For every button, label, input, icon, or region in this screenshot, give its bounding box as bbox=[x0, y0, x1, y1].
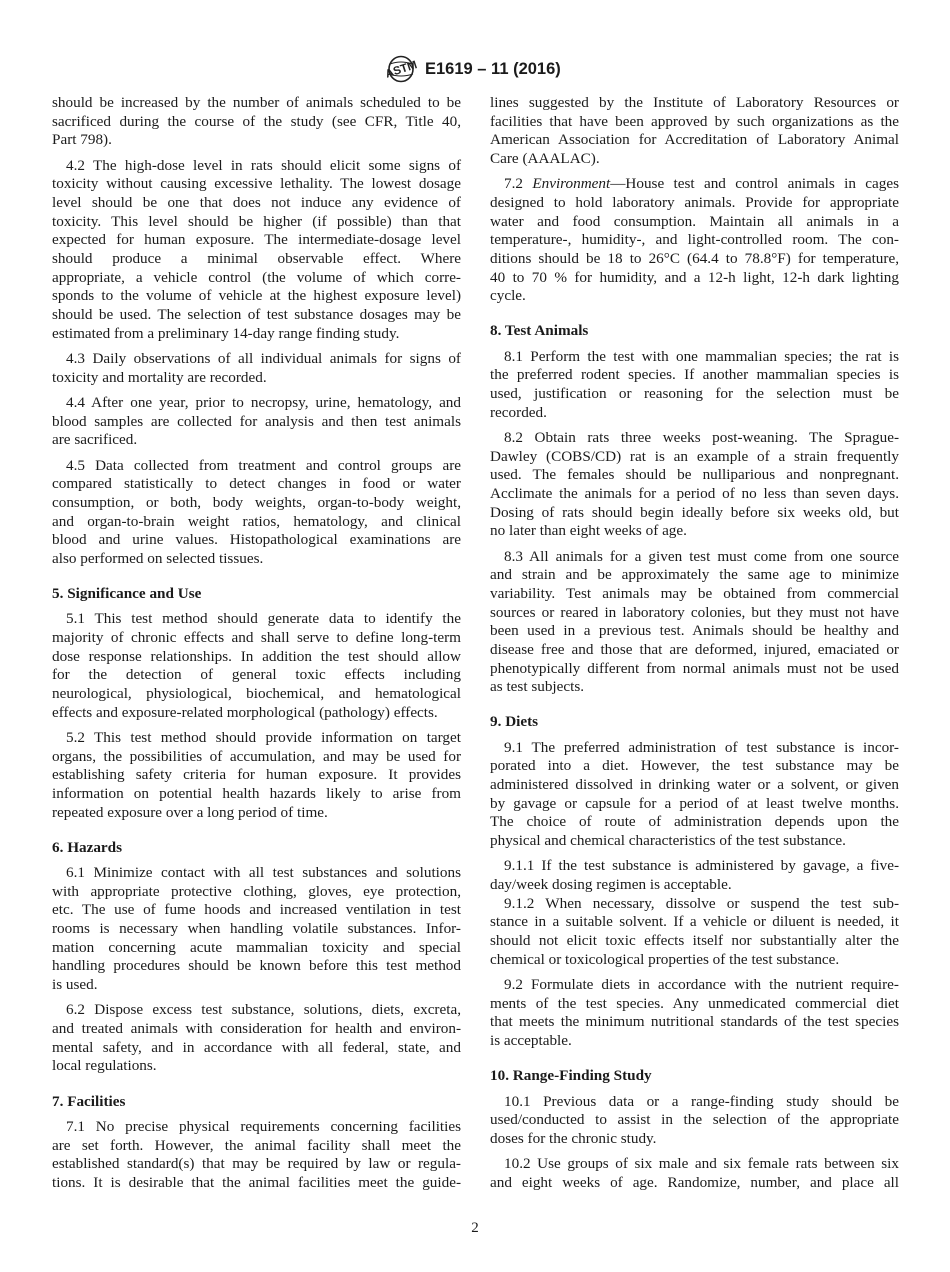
section-10-2 bbox=[490, 1155, 899, 1192]
svg-text:ASTM: ASTM bbox=[383, 59, 419, 81]
page-header bbox=[0, 55, 950, 83]
text-line: should be used. The selection of test substance dosages may be bbox=[52, 305, 461, 323]
text-line: sacrificed during the course of the study (see CFR, Title 40, bbox=[52, 112, 461, 130]
text-line: recorded. bbox=[490, 403, 547, 421]
section-5-heading: 5. Significance and Use bbox=[52, 585, 202, 602]
left-column bbox=[52, 94, 461, 1192]
text-line: and eight weeks of age. Randomize, number, and place all bbox=[490, 1173, 899, 1191]
section-4-4 bbox=[52, 394, 461, 450]
text-line: by gavage or capsule for a period of at least twelve months. bbox=[490, 794, 899, 812]
text-line: no later than eight weeks of age. bbox=[490, 522, 687, 540]
section-9-2 bbox=[490, 976, 899, 1051]
text-line: estimated from a preliminary 14-day range finding study. bbox=[52, 324, 400, 342]
text-line: facilities that have been approved by such organizations as the bbox=[490, 112, 899, 130]
text-line: 9.1.2 When necessary, dissolve or suspend the test sub- bbox=[504, 894, 899, 912]
text-line: been used in a previous test. Animals should be healthy and bbox=[490, 622, 899, 640]
text-line: 9.2 Formulate diets in accordance with the nutrient require- bbox=[504, 976, 899, 994]
section-7-1 bbox=[52, 1118, 461, 1193]
text-line: mental safety, and in accordance with all federal, state, and bbox=[52, 1038, 461, 1056]
text-line: ditions should be 18 to 26°C (64.4 to 78.8°F) for temperature, bbox=[490, 249, 899, 267]
text-line: 4.3 Daily observations of all individual animals for signs of bbox=[66, 349, 461, 367]
section-8-heading: 8. Test Animals bbox=[490, 322, 589, 340]
text-line: are sacrificed. bbox=[52, 431, 138, 449]
section-7-heading: 7. Facilities bbox=[52, 1092, 126, 1110]
text-line: 7.1 No precise physical requirements concerning facilities bbox=[66, 1117, 461, 1135]
text-line: local regulations. bbox=[52, 1057, 157, 1075]
text-run: —House test and control animals in cages bbox=[610, 175, 900, 193]
text-line: toxicity. This level should be higher (if possible) than that bbox=[52, 212, 461, 230]
text-line: level should be one that does not induce any evidence of bbox=[52, 193, 461, 211]
text-line: doses for the chronic study. bbox=[490, 1129, 657, 1147]
section-9-1 bbox=[490, 739, 899, 851]
text-line: sponds to the volume of vehicle at the highest exposure level) bbox=[52, 287, 461, 305]
text-line: Part 798). bbox=[52, 131, 112, 149]
text-line: appropriate, a vehicle control (the volume of which corre- bbox=[52, 268, 461, 286]
text-line: mation concerning acute mammalian toxicity and special bbox=[52, 938, 461, 956]
text-line: consumption, or both, body weights, organ-to-body weight, bbox=[52, 493, 461, 511]
text-line: 5.1 This test method should generate data to identify the bbox=[66, 610, 461, 628]
text-line: and treated animals with consideration for health and environ- bbox=[52, 1020, 461, 1038]
text-line: organs, the possibilities of accumulation, and may be used for bbox=[52, 747, 461, 765]
text-line: should produce a minimal observable effect. Where bbox=[52, 249, 461, 267]
page-number: 2 bbox=[471, 1220, 479, 1236]
section-8-3 bbox=[490, 548, 899, 697]
text-line: disease free and those that are deformed, injured, emaciated or bbox=[490, 640, 899, 658]
section-5-2 bbox=[52, 729, 461, 822]
text-line: Dosing of rats should begin ideally before six weeks old, but bbox=[490, 503, 899, 521]
text-line: etc. The use of fume hoods and increased ventilation in test bbox=[52, 901, 461, 919]
section-9-heading: 9. Diets bbox=[490, 713, 539, 731]
section-4-1-continued bbox=[52, 94, 461, 150]
text-line: designed to hold laboratory animals. Provide for appropriate bbox=[490, 193, 899, 211]
text-line: ments of the test species. Any unmedicated commercial diet bbox=[490, 994, 899, 1012]
text-line: and organ-to-brain weight ratios, hematology, and clinical bbox=[52, 512, 461, 530]
text-line: sources or reared in laboratory colonies, but they must not have bbox=[490, 603, 899, 621]
text-line: 10.2 Use groups of six male and six female rats between six bbox=[504, 1155, 899, 1173]
text-line: 40 to 70 % for humidity, and a 12-h light, 12-h dark lighting bbox=[490, 268, 899, 286]
text-line: administered dissolved in drinking water or a solvent, or given bbox=[490, 776, 899, 794]
text-line: blood and urine values. Histopathological examinations are bbox=[52, 531, 461, 549]
section-7-1-continued bbox=[490, 94, 899, 169]
text-line: neurological, physiological, biochemical, and hematological bbox=[52, 684, 461, 702]
text-line: also performed on selected tissues. bbox=[52, 549, 264, 567]
text-line: for the detection of general toxic effects including bbox=[52, 666, 461, 684]
text-line: used/conducted to assist in the selection of the appropriate bbox=[490, 1111, 899, 1129]
section-6-heading: 6. Hazards bbox=[52, 838, 123, 856]
section-term: Environment bbox=[532, 175, 611, 193]
text-line: blood samples are collected for analysis and then test animals bbox=[52, 412, 461, 430]
section-8-1 bbox=[490, 348, 899, 423]
text-line: stance in a suitable solvent. If a vehicle or diluent is needed, it bbox=[490, 913, 899, 931]
text-line: is used. bbox=[52, 976, 98, 994]
text-line: porated into a diet. However, the test substance may be bbox=[490, 757, 899, 775]
text-line: information on potential health hazards likely to arise from bbox=[52, 784, 461, 802]
section-10-heading: 10. Range-Finding Study bbox=[490, 1067, 652, 1085]
section-4-3 bbox=[52, 350, 461, 387]
section-5-1 bbox=[52, 610, 461, 722]
text-line: effects and exposure-related morphological (pathology) effects. bbox=[52, 703, 438, 721]
section-4-5 bbox=[52, 457, 461, 569]
text-line: variability. Test animals may be obtained from commercial bbox=[490, 585, 899, 602]
text-line: are set forth. However, the animal facility shall meet the bbox=[52, 1136, 461, 1154]
text-line: lines suggested by the Institute of Laboratory Resources or bbox=[490, 94, 899, 111]
section-7-2 bbox=[490, 175, 899, 306]
text-line: toxicity without causing excessive lethality. The lowest dosage bbox=[52, 175, 461, 193]
section-9-1-1 bbox=[490, 857, 899, 894]
text-line: 8.3 All animals for a given test must come from one source bbox=[504, 547, 899, 565]
text-line: 6.1 Minimize contact with all test substances and solutions bbox=[66, 864, 461, 882]
text-line: 9.1 The preferred administration of test substance is incor- bbox=[504, 738, 899, 756]
text-line: water and food consumption. Maintain all animals in a bbox=[490, 212, 899, 230]
text-line: cycle. bbox=[490, 287, 526, 305]
text-line: 8.2 Obtain rats three weeks post-weaning. The Sprague- bbox=[504, 429, 899, 447]
text-line bbox=[490, 175, 899, 194]
section-6-1 bbox=[52, 864, 461, 995]
text-line: is acceptable. bbox=[490, 1032, 572, 1049]
document-designation: E1619 – 11 (2016) bbox=[425, 60, 561, 78]
text-line: phenotypically different from normal animals must not be used bbox=[490, 659, 899, 677]
text-line: compared statistically to detect changes in food or water bbox=[52, 475, 461, 493]
text-line: tions. It is desirable that the animal facilities meet the guide- bbox=[52, 1173, 461, 1191]
text-line: with appropriate protective clothing, gloves, eye protection, bbox=[52, 882, 461, 900]
text-line: 4.2 The high-dose level in rats should elicit some signs of bbox=[66, 156, 461, 174]
text-line: 10.1 Previous data or a range-finding study should be bbox=[504, 1092, 899, 1110]
text-line: Acclimate the animals for a period of no less than seven days. bbox=[490, 485, 899, 503]
text-line: 4.5 Data collected from treatment and control groups are bbox=[66, 456, 461, 474]
astm-logo bbox=[381, 55, 421, 83]
text-line: physical and chemical characteristics of the test substance. bbox=[490, 832, 846, 850]
text-line: establishing safety criteria for human exposure. It provides bbox=[52, 766, 461, 784]
text-line: rooms is necessary when handling volatile substances. Infor- bbox=[52, 920, 461, 938]
text-line: should not elicit toxic effects itself nor substantially alter the bbox=[490, 932, 899, 950]
right-column bbox=[490, 94, 899, 1192]
text-line: 8.1 Perform the test with one mammalian species; the rat is bbox=[504, 347, 899, 365]
section-10-1 bbox=[490, 1093, 899, 1149]
section-8-2 bbox=[490, 429, 899, 541]
text-line: the preferred rodent species. If another mammalian species is bbox=[490, 366, 899, 384]
text-line: temperature-, humidity-, and light-controlled room. The con- bbox=[490, 231, 899, 249]
section-4-2 bbox=[52, 157, 461, 344]
text-line: 5.2 This test method should provide information on target bbox=[66, 728, 461, 746]
text-line: Dawley (COBS/CD) rat is an example of a strain frequently bbox=[490, 447, 899, 465]
text-line: 9.1.1 If the test substance is administered by gavage, a five- bbox=[504, 857, 899, 875]
text-line: toxicity and mortality are recorded. bbox=[52, 368, 267, 386]
text-line: Care (AAALAC). bbox=[490, 149, 600, 167]
text-line: day/week dosing regimen is acceptable. bbox=[490, 876, 732, 894]
text-line: dose response relationships. In addition the test should allow bbox=[52, 647, 461, 665]
text-line: 6.2 Dispose excess test substance, solutions, diets, excreta, bbox=[66, 1001, 461, 1019]
text-line: and strain and be approximately the same age to minimize bbox=[490, 566, 899, 584]
section-6-2 bbox=[52, 1001, 461, 1076]
text-line: used, justification or reasoning for the selection must be bbox=[490, 385, 899, 403]
text-line: should be increased by the number of animals scheduled to be bbox=[52, 94, 461, 111]
text-line: 4.4 After one year, prior to necropsy, urine, hematology, and bbox=[66, 393, 461, 411]
text-line: American Association for Accreditation of Laboratory Animal bbox=[490, 131, 899, 149]
text-line: repeated exposure over a long period of time. bbox=[52, 803, 328, 821]
text-line: established standard(s) that may be required by law or regula- bbox=[52, 1155, 461, 1173]
text-line: that meets the minimum nutritional standards of the test species bbox=[490, 1013, 899, 1031]
text-line: expected for human exposure. The intermediate-dosage level bbox=[52, 231, 461, 249]
text-line: The choice of route of administration depends upon the bbox=[490, 813, 899, 831]
text-line: used. The females should be nulliparious and nonpregnant. bbox=[490, 466, 899, 484]
text-line: as test subjects. bbox=[490, 678, 585, 696]
text-line: majority of chronic effects and shall serve to define long-term bbox=[52, 629, 461, 646]
section-number: 7.2 bbox=[504, 175, 533, 193]
text-line: handling procedures should be known before this test method bbox=[52, 957, 461, 975]
text-line: chemical or toxicological properties of the test substance. bbox=[490, 950, 840, 968]
section-9-1-2 bbox=[490, 895, 899, 970]
